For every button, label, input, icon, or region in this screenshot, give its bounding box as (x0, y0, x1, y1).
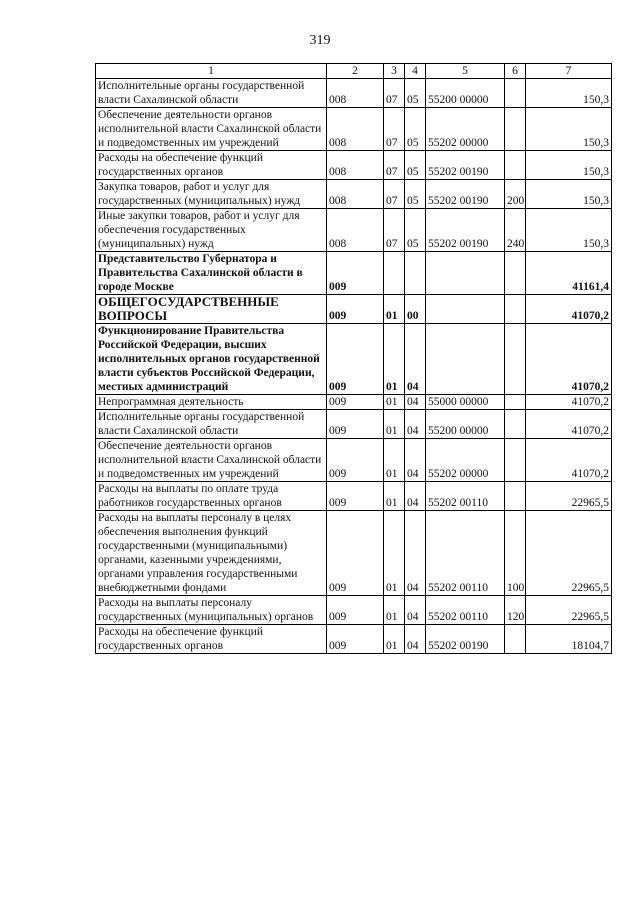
cell-code-5: 55202 00110 (426, 511, 505, 596)
cell-code-5 (426, 295, 505, 324)
table-row (96, 625, 612, 654)
budget-table (95, 63, 612, 654)
cell-code-4: 04 (405, 439, 426, 482)
cell-code-5 (426, 324, 505, 395)
cell-code-6: 100 (505, 511, 526, 596)
row-name: Представительство Губернатора и Правительства Сахалинской области в городе Москве (96, 252, 327, 295)
cell-code-6 (505, 151, 526, 180)
cell-code-5: 55202 00000 (426, 439, 505, 482)
row-name: Расходы на обеспечение функций государственных органов (96, 151, 327, 180)
header-row (96, 64, 612, 79)
row-name: Расходы на обеспечение функций государственных органов (96, 625, 327, 654)
cell-code-3: 07 (384, 79, 405, 108)
cell-code-6 (505, 324, 526, 395)
cell-code-2: 009 (327, 625, 384, 654)
row-name: Исполнительные органы государственной власти Сахалинской области (96, 410, 327, 439)
cell-code-2: 009 (327, 439, 384, 482)
cell-code-6 (505, 439, 526, 482)
row-name: Иные закупки товаров, работ и услуг для обеспечения государственных (муниципальных) нужд (96, 209, 327, 252)
cell-code-2: 009 (327, 511, 384, 596)
cell-amount: 150,3 (526, 79, 612, 108)
cell-code-2: 009 (327, 410, 384, 439)
cell-code-5: 55202 00190 (426, 180, 505, 209)
table-row (96, 439, 612, 482)
cell-code-2: 009 (327, 324, 384, 395)
cell-code-3: 07 (384, 180, 405, 209)
cell-code-2: 009 (327, 482, 384, 511)
cell-code-4: 05 (405, 79, 426, 108)
cell-code-3 (384, 252, 405, 295)
cell-code-6: 200 (505, 180, 526, 209)
column-header: 3 (384, 64, 405, 79)
cell-code-5: 55202 00110 (426, 596, 505, 625)
cell-code-3: 07 (384, 108, 405, 151)
cell-code-5: 55200 00000 (426, 79, 505, 108)
column-header: 2 (327, 64, 384, 79)
row-name: Расходы на выплаты по оплате труда работников государственных органов (96, 482, 327, 511)
row-name: ОБЩЕГОСУДАРСТВЕННЫЕ ВОПРОСЫ (96, 295, 327, 324)
cell-code-4: 00 (405, 295, 426, 324)
column-header: 4 (405, 64, 426, 79)
column-header: 6 (505, 64, 526, 79)
cell-amount: 41070,2 (526, 324, 612, 395)
cell-code-2: 008 (327, 180, 384, 209)
cell-code-2: 009 (327, 252, 384, 295)
cell-code-5: 55200 00000 (426, 410, 505, 439)
column-header: 1 (96, 64, 327, 79)
cell-code-2: 008 (327, 108, 384, 151)
cell-code-6: 120 (505, 596, 526, 625)
table-row (96, 395, 612, 410)
cell-code-3: 01 (384, 439, 405, 482)
cell-code-4: 05 (405, 209, 426, 252)
row-name: Исполнительные органы государственной власти Сахалинской области (96, 79, 327, 108)
cell-code-5 (426, 252, 505, 295)
cell-amount: 150,3 (526, 108, 612, 151)
row-name: Расходы на выплаты персоналу в целях обеспечения выполнения функций государственными (муниципальными) органами, казенными учреждениями, органами управления государственными внебюджетными фондами (96, 511, 327, 596)
cell-code-2: 008 (327, 209, 384, 252)
cell-code-5: 55202 00110 (426, 482, 505, 511)
cell-code-4: 05 (405, 180, 426, 209)
cell-code-5: 55202 00190 (426, 625, 505, 654)
cell-code-4: 05 (405, 151, 426, 180)
row-name: Непрограммная деятельность (96, 395, 327, 410)
cell-amount: 150,3 (526, 209, 612, 252)
cell-code-5: 55202 00190 (426, 209, 505, 252)
cell-code-6 (505, 410, 526, 439)
row-name: Закупка товаров, работ и услуг для государственных (муниципальных) нужд (96, 180, 327, 209)
cell-amount: 41070,2 (526, 439, 612, 482)
table-row (96, 252, 612, 295)
cell-code-6 (505, 482, 526, 511)
cell-code-5: 55202 00190 (426, 151, 505, 180)
row-name: Расходы на выплаты персоналу государственных (муниципальных) органов (96, 596, 327, 625)
table-row (96, 209, 612, 252)
cell-code-4: 04 (405, 482, 426, 511)
row-name: Обеспечение деятельности органов исполнительной власти Сахалинской области и подведомственных им учреждений (96, 439, 327, 482)
cell-amount: 22965,5 (526, 511, 612, 596)
table-row (96, 596, 612, 625)
cell-amount: 150,3 (526, 180, 612, 209)
cell-code-2: 008 (327, 151, 384, 180)
column-header: 5 (426, 64, 505, 79)
cell-amount: 22965,5 (526, 482, 612, 511)
cell-code-6 (505, 79, 526, 108)
cell-code-4: 04 (405, 625, 426, 654)
cell-code-6 (505, 625, 526, 654)
table-row (96, 108, 612, 151)
cell-amount: 150,3 (526, 151, 612, 180)
cell-code-3: 01 (384, 625, 405, 654)
table-row (96, 482, 612, 511)
cell-amount: 41070,2 (526, 410, 612, 439)
cell-code-6 (505, 295, 526, 324)
cell-code-4: 04 (405, 324, 426, 395)
cell-amount: 41070,2 (526, 295, 612, 324)
cell-code-2: 009 (327, 596, 384, 625)
table-row (96, 295, 612, 324)
table-row (96, 511, 612, 596)
cell-code-4 (405, 252, 426, 295)
cell-code-6 (505, 395, 526, 410)
cell-code-3: 01 (384, 324, 405, 395)
cell-amount: 22965,5 (526, 596, 612, 625)
table-row (96, 324, 612, 395)
cell-code-3: 01 (384, 482, 405, 511)
cell-code-4: 05 (405, 108, 426, 151)
table-row (96, 410, 612, 439)
cell-code-3: 01 (384, 410, 405, 439)
row-name: Обеспечение деятельности органов исполнительной власти Сахалинской области и подведомственных им учреждений (96, 108, 327, 151)
cell-code-3: 07 (384, 209, 405, 252)
cell-code-4: 04 (405, 395, 426, 410)
row-name: Функционирование Правительства Российской Федерации, высших исполнительных органов государственной власти субъектов Российской Федерации, местных администраций (96, 324, 327, 395)
cell-code-6 (505, 108, 526, 151)
cell-amount: 41070,2 (526, 395, 612, 410)
cell-code-4: 04 (405, 596, 426, 625)
table-row (96, 180, 612, 209)
cell-code-4: 04 (405, 511, 426, 596)
table-row (96, 151, 612, 180)
column-header: 7 (526, 64, 612, 79)
cell-code-2: 009 (327, 395, 384, 410)
cell-code-2: 008 (327, 79, 384, 108)
cell-code-2: 009 (327, 295, 384, 324)
cell-code-3: 01 (384, 395, 405, 410)
cell-amount: 18104,7 (526, 625, 612, 654)
cell-code-6 (505, 252, 526, 295)
cell-code-3: 07 (384, 151, 405, 180)
cell-code-3: 01 (384, 596, 405, 625)
cell-code-5: 55202 00000 (426, 108, 505, 151)
cell-code-3: 01 (384, 295, 405, 324)
cell-code-4: 04 (405, 410, 426, 439)
cell-amount: 41161,4 (526, 252, 612, 295)
table-row (96, 79, 612, 108)
cell-code-5: 55000 00000 (426, 395, 505, 410)
cell-code-3: 01 (384, 511, 405, 596)
cell-code-6: 240 (505, 209, 526, 252)
page-number: 319 (309, 33, 331, 48)
